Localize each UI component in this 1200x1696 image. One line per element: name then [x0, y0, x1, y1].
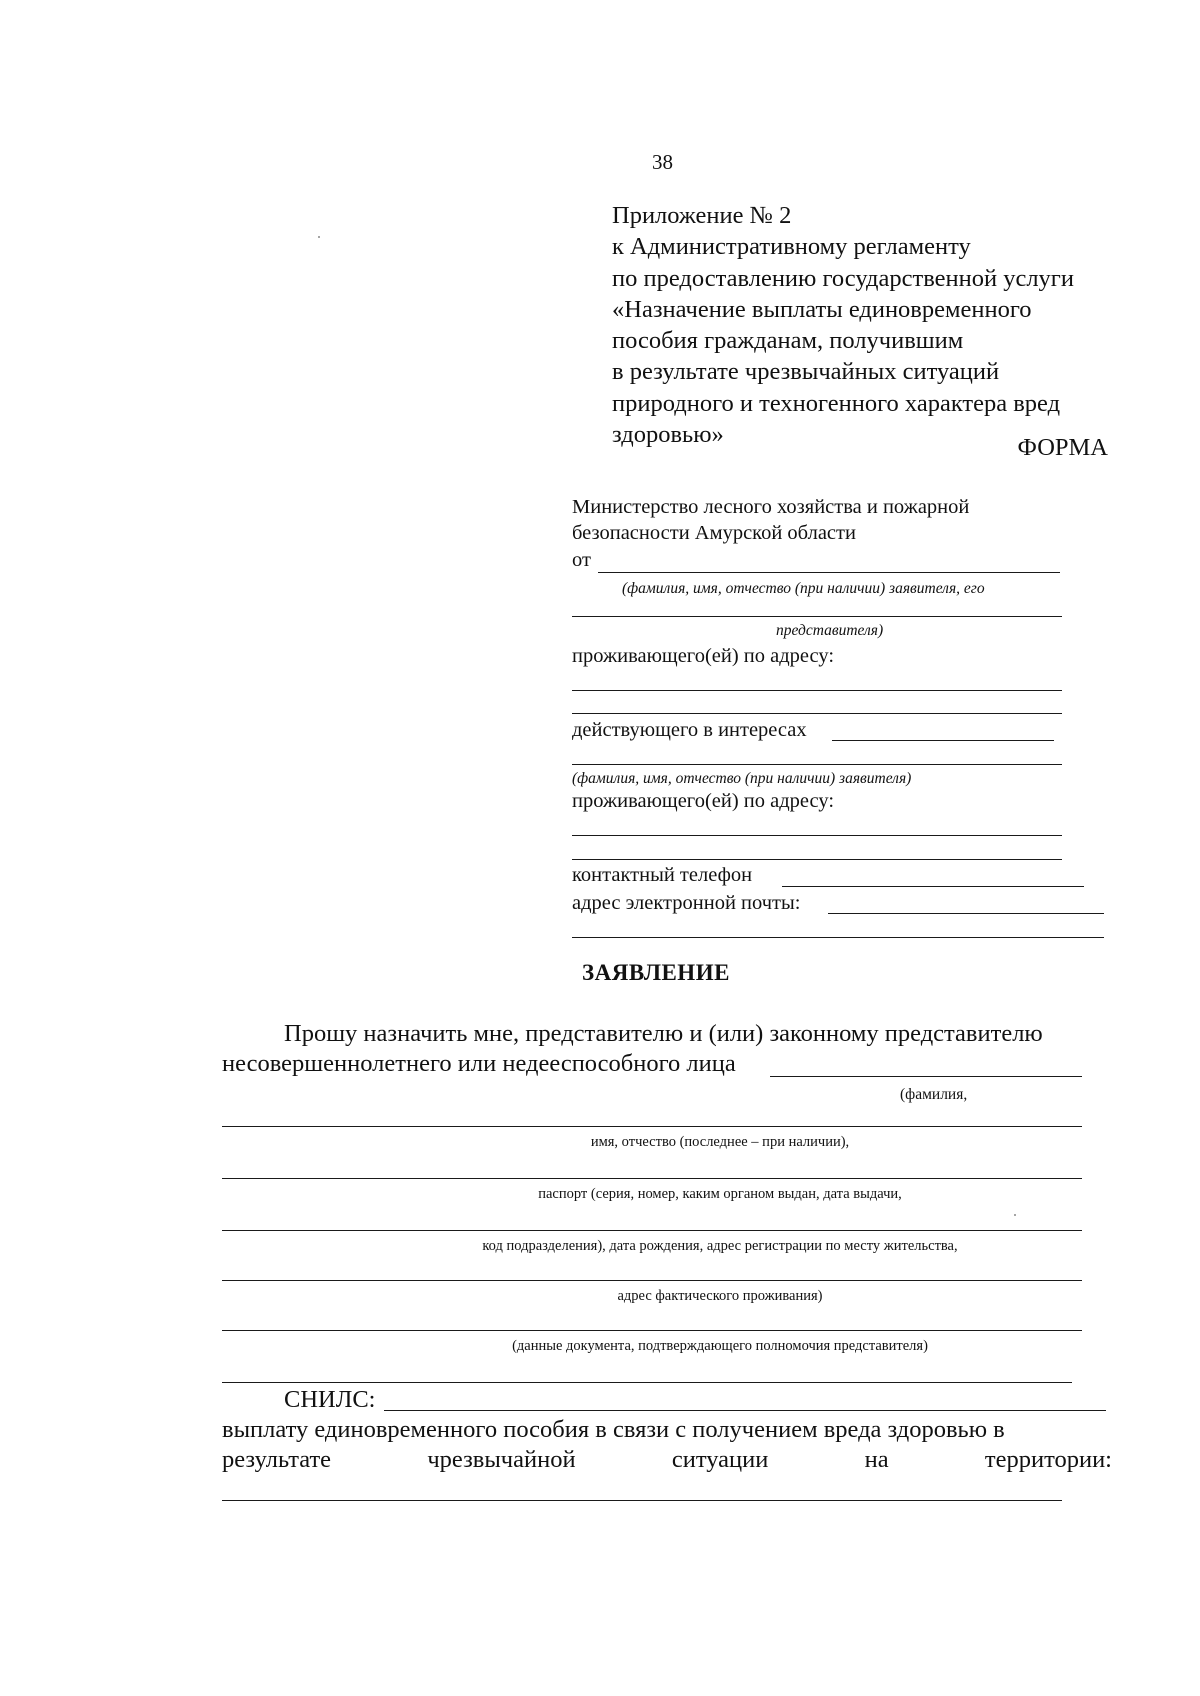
addressee-line-2: безопасности Амурской области — [572, 522, 856, 544]
caption-name: имя, отчество (последнее – при наличии), — [590, 1134, 850, 1150]
territory-field[interactable] — [222, 1500, 1062, 1501]
residing-label-2: проживающего(ей) по адресу: — [572, 790, 835, 812]
applicant-hint-3: (фамилия, имя, отчество (при наличии) заявителя) — [572, 770, 912, 787]
applicant-name-field-2[interactable] — [572, 616, 1062, 617]
statement-para-line-1: Прошу назначить мне, представителю и (или) законному представителю — [284, 1020, 1043, 1047]
page-number: 38 — [652, 150, 673, 174]
payment-word: ситуации — [671, 1446, 769, 1473]
payment-word: результате — [222, 1446, 332, 1473]
appendix-line: пособия гражданам, получившим — [612, 327, 964, 355]
appendix-line: «Назначение выплаты единовременного — [612, 295, 1032, 323]
person-field-6[interactable] — [222, 1330, 1082, 1331]
from-label: от — [572, 549, 591, 571]
payment-line-2 — [222, 1446, 1112, 1474]
applicant-name-field[interactable] — [598, 572, 1060, 573]
appendix-line: в результате чрезвычайных ситуаций — [612, 358, 1000, 386]
appendix-line: природного и техногенного характера вред — [612, 389, 1061, 417]
person-field-5[interactable] — [222, 1280, 1082, 1281]
applicant-hint: (фамилия, имя, отчество (при наличии) заявителя, его — [622, 580, 985, 597]
snils-label: СНИЛС: — [284, 1386, 376, 1413]
statement-title: ЗАЯВЛЕНИЕ — [582, 960, 730, 985]
scan-speck — [318, 236, 320, 238]
phone-field[interactable] — [782, 886, 1084, 887]
appendix-line: к Административному регламенту — [612, 233, 971, 261]
payment-word: чрезвычайной — [427, 1446, 576, 1473]
caption-document: (данные документа, подтверждающего полномочия представителя) — [512, 1338, 928, 1354]
appendix-line: по предоставлению государственной услуги — [612, 264, 1074, 292]
caption-actual-address: адрес фактического проживания) — [617, 1288, 823, 1304]
form-label: ФОРМА — [1017, 434, 1108, 461]
addressee-line-1: Министерство лесного хозяйства и пожарной — [572, 496, 970, 518]
acting-label: действующего в интересах — [572, 719, 807, 741]
phone-label: контактный телефон — [572, 864, 753, 886]
statement-para-line-2: несовершеннолетнего или недееспособного лица — [222, 1050, 736, 1077]
applicant-hint-2: представителя) — [776, 622, 884, 639]
caption-passport: паспорт (серия, номер, каким органом выдан, дата выдачи, — [538, 1186, 902, 1202]
residing-label: проживающего(ей) по адресу: — [572, 645, 835, 667]
address-field-1[interactable] — [572, 690, 1062, 691]
email-field[interactable] — [828, 913, 1104, 914]
person-field-2[interactable] — [222, 1126, 1082, 1127]
email-field-2[interactable] — [572, 937, 1104, 938]
person-field-4[interactable] — [222, 1230, 1082, 1231]
email-label: адрес электронной почты: — [572, 892, 801, 914]
address-field-3[interactable] — [572, 835, 1062, 836]
snils-field[interactable] — [384, 1410, 1106, 1411]
scan-speck — [1014, 1214, 1016, 1216]
appendix-header — [612, 200, 1172, 450]
acting-for-field[interactable] — [832, 740, 1054, 741]
address-field-4[interactable] — [572, 859, 1062, 860]
acting-for-field-2[interactable] — [572, 764, 1062, 765]
payment-word: территории: — [984, 1446, 1112, 1473]
payment-word: на — [864, 1446, 889, 1473]
person-field[interactable] — [770, 1076, 1082, 1077]
caption-code: код подразделения), дата рождения, адрес регистрации по месту жительства, — [482, 1238, 958, 1254]
caption-surname: (фамилия, — [900, 1086, 968, 1103]
address-field-2[interactable] — [572, 713, 1062, 714]
payment-line-1: выплату единовременного пособия в связи с получением вреда здоровью в — [222, 1416, 1005, 1443]
person-field-3[interactable] — [222, 1178, 1082, 1179]
document-field[interactable] — [222, 1382, 1072, 1383]
appendix-line: Приложение № 2 — [612, 202, 792, 229]
appendix-line: здоровью» — [612, 421, 724, 449]
